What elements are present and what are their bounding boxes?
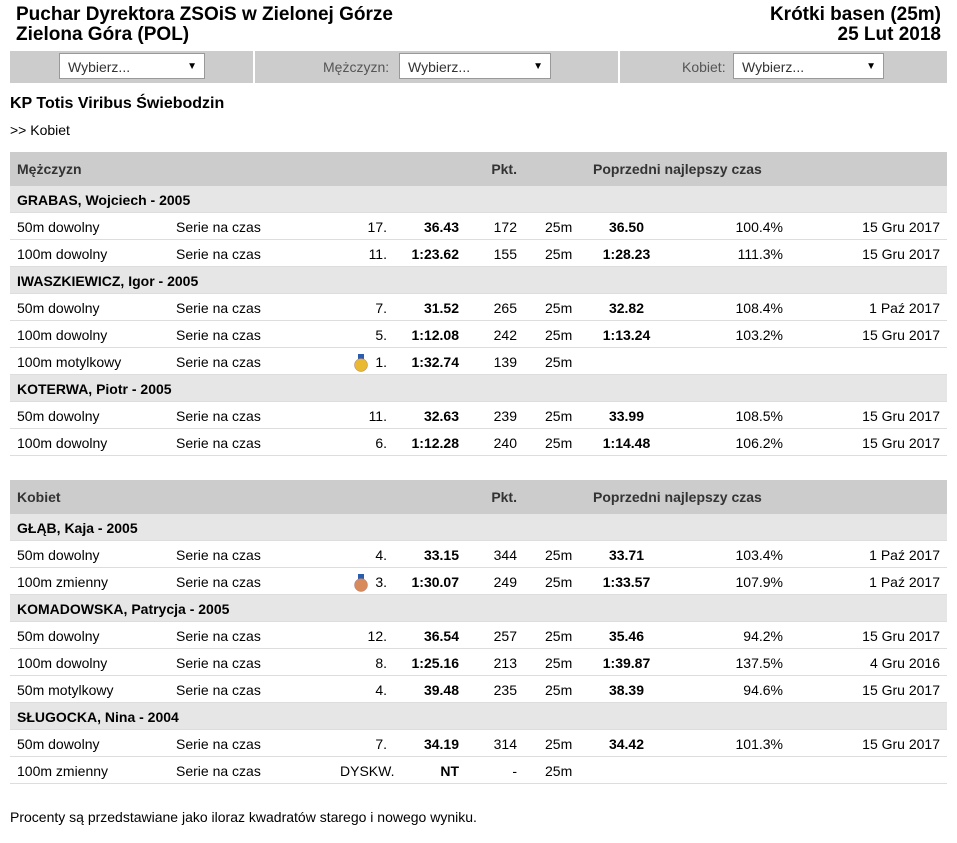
course: 25m: [545, 655, 573, 671]
result-time: 1:23.62: [411, 246, 459, 262]
points: 172: [493, 219, 517, 235]
prev-best-header: Poprzedni najlepszy czas: [593, 161, 762, 177]
previous-best-date: 15 Gru 2017: [862, 628, 940, 644]
course: 25m: [545, 682, 573, 698]
filter-segment-women: [620, 51, 947, 83]
swimmer-name[interactable]: GRABAS, Wojciech - 2005: [17, 192, 191, 208]
round-name: Serie na czas: [176, 300, 261, 316]
previous-best-time: 38.39: [608, 682, 645, 698]
swimmer-row[interactable]: [10, 267, 947, 294]
percentage: 94.6%: [743, 682, 783, 698]
percentage: 100.4%: [735, 219, 783, 235]
round-name: Serie na czas: [176, 408, 261, 424]
place: 7.: [375, 300, 387, 316]
swimmer-row[interactable]: [10, 703, 947, 730]
previous-best-date: 15 Gru 2017: [862, 327, 940, 343]
course-type: Krótki basen (25m): [769, 4, 941, 25]
previous-best-date: 15 Gru 2017: [862, 682, 940, 698]
course: 25m: [545, 574, 573, 590]
previous-best-time: 32.82: [608, 300, 645, 316]
result-row: [10, 622, 947, 649]
round-name: Serie na czas: [176, 547, 261, 563]
percentage: 106.2%: [735, 435, 783, 451]
round-name: Serie na czas: [176, 354, 261, 370]
previous-best-time: 34.42: [608, 736, 645, 752]
percentage: 111.3%: [737, 246, 783, 262]
result-time: 33.15: [423, 547, 459, 563]
points: 240: [493, 435, 517, 451]
swimmer-row[interactable]: [10, 375, 947, 402]
previous-best-date: 15 Gru 2017: [862, 408, 940, 424]
men-select-value: Wybierz...: [408, 59, 471, 75]
course: 25m: [545, 219, 573, 235]
round-name: Serie na czas: [176, 655, 261, 671]
result-row: [10, 730, 947, 757]
section-header-row: [10, 480, 947, 514]
course: 25m: [545, 354, 573, 370]
points: 242: [493, 327, 517, 343]
points: 249: [493, 574, 517, 590]
place: 4.: [375, 682, 387, 698]
place: 3.: [375, 574, 387, 590]
result-row: [10, 294, 947, 321]
place: 1.: [375, 354, 387, 370]
points: 265: [493, 300, 517, 316]
result-time: 34.19: [423, 736, 459, 752]
result-row: [10, 213, 947, 240]
event-select[interactable]: [59, 53, 205, 79]
meet-location: Zielona Góra (POL): [16, 24, 190, 45]
event-name[interactable]: 100m dowolny: [17, 327, 108, 343]
course: 25m: [545, 435, 573, 451]
result-row: [10, 676, 947, 703]
section-title: Kobiet: [17, 489, 61, 505]
place: 8.: [375, 655, 387, 671]
points-header: Pkt.: [491, 489, 517, 505]
event-name[interactable]: 100m dowolny: [17, 655, 108, 671]
event-name[interactable]: 100m motylkowy: [17, 354, 122, 370]
percentage: 108.4%: [735, 300, 783, 316]
meet-date: 25 Lut 2018: [837, 24, 941, 45]
result-row: [10, 541, 947, 568]
percentage: 103.2%: [735, 327, 783, 343]
percentage: 108.5%: [735, 408, 783, 424]
result-row: [10, 649, 947, 676]
event-name[interactable]: 100m zmienny: [17, 763, 109, 779]
swimmer-name[interactable]: IWASZKIEWICZ, Igor - 2005: [17, 273, 199, 289]
swimmer-name[interactable]: SŁUGOCKA, Nina - 2004: [17, 709, 179, 725]
swimmer-name[interactable]: KOMADOWSKA, Patrycja - 2005: [17, 601, 230, 617]
points: 213: [493, 655, 517, 671]
place: 7.: [375, 736, 387, 752]
result-time: 1:32.74: [411, 354, 459, 370]
previous-best-date: 4 Gru 2016: [869, 655, 940, 671]
place: DYSKW.: [340, 763, 395, 779]
previous-best-date: 15 Gru 2017: [862, 736, 940, 752]
result-row: [10, 348, 947, 375]
previous-best-time: 1:14.48: [602, 435, 651, 451]
points: 239: [493, 408, 517, 424]
previous-best-time: 1:39.87: [602, 655, 651, 671]
result-time: 39.48: [423, 682, 459, 698]
previous-best-time: 36.50: [608, 219, 645, 235]
breadcrumb-link[interactable]: >> Kobiet: [10, 122, 70, 138]
round-name: Serie na czas: [176, 246, 261, 262]
women-select-value: Wybierz...: [742, 59, 805, 75]
round-name: Serie na czas: [176, 327, 261, 343]
dropdown-arrow-icon: ▼: [187, 61, 197, 72]
course: 25m: [545, 408, 573, 424]
event-name[interactable]: 100m dowolny: [17, 435, 108, 451]
result-row: [10, 321, 947, 348]
points: 155: [493, 246, 517, 262]
result-time: NT: [440, 763, 459, 779]
previous-best-date: 1 Paź 2017: [869, 574, 940, 590]
section-title: Mężczyzn: [17, 161, 82, 177]
previous-best-date: 15 Gru 2017: [862, 435, 940, 451]
meet-header: [0, 0, 957, 48]
filter-bar: [10, 51, 947, 83]
previous-best-time: 33.99: [608, 408, 645, 424]
club-name: KP Totis Viribus Świebodzin: [10, 95, 225, 112]
women-results-table: [10, 480, 947, 784]
percentage: 137.5%: [735, 655, 783, 671]
previous-best-time: 35.46: [608, 628, 645, 644]
filter-segment-events: [10, 51, 253, 83]
course: 25m: [545, 300, 573, 316]
percentage: 101.3%: [735, 736, 783, 752]
event-select-value: Wybierz...: [68, 59, 131, 75]
percentage: 94.2%: [743, 628, 783, 644]
place: 17.: [367, 219, 387, 235]
course: 25m: [545, 246, 573, 262]
course: 25m: [545, 763, 573, 779]
round-name: Serie na czas: [176, 435, 261, 451]
result-time: 1:12.28: [411, 435, 459, 451]
points: -: [512, 763, 517, 779]
previous-best-date: 15 Gru 2017: [862, 219, 940, 235]
swimmer-name[interactable]: GŁĄB, Kaja - 2005: [17, 520, 138, 536]
footnote: Procenty są przedstawiane jako iloraz kwadratów starego i nowego wyniku.: [10, 809, 477, 825]
result-time: 36.43: [423, 219, 459, 235]
result-time: 36.54: [423, 628, 459, 644]
result-row: [10, 402, 947, 429]
swimmer-row[interactable]: [10, 186, 947, 213]
men-results-table: [10, 152, 947, 456]
points-header: Pkt.: [491, 161, 517, 177]
previous-best-date: 1 Paź 2017: [869, 547, 940, 563]
section-header-row: [10, 152, 947, 186]
round-name: Serie na czas: [176, 219, 261, 235]
round-name: Serie na czas: [176, 574, 261, 590]
place: 12.: [367, 628, 387, 644]
swimmer-row[interactable]: [10, 595, 947, 622]
result-time: 1:12.08: [411, 327, 459, 343]
result-row: [10, 757, 947, 784]
round-name: Serie na czas: [176, 628, 261, 644]
previous-best-date: 15 Gru 2017: [862, 246, 940, 262]
previous-best-date: 1 Paź 2017: [869, 300, 940, 316]
result-time: 1:30.07: [411, 574, 459, 590]
result-row: [10, 568, 947, 595]
result-row: [10, 240, 947, 267]
event-name[interactable]: 100m dowolny: [17, 246, 108, 262]
place: 11.: [368, 408, 387, 424]
course: 25m: [545, 327, 573, 343]
women-filter-label: Kobiet:: [682, 59, 726, 75]
round-name: Serie na czas: [176, 682, 261, 698]
points: 257: [493, 628, 517, 644]
event-name[interactable]: 50m dowolny: [17, 547, 100, 563]
event-name[interactable]: 50m motylkowy: [17, 682, 114, 698]
previous-best-time: 1:33.57: [602, 574, 651, 590]
result-time: 32.63: [423, 408, 459, 424]
percentage: 107.9%: [735, 574, 783, 590]
place: 4.: [375, 547, 387, 563]
event-name[interactable]: 50m dowolny: [17, 408, 100, 424]
place: 5.: [375, 327, 387, 343]
round-name: Serie na czas: [176, 763, 261, 779]
course: 25m: [545, 736, 573, 752]
dropdown-arrow-icon: ▼: [866, 61, 876, 72]
swimmer-row[interactable]: [10, 514, 947, 541]
meet-title: Puchar Dyrektora ZSOiS w Zielonej Górze: [16, 4, 393, 25]
previous-best-time: 33.71: [608, 547, 645, 563]
men-select[interactable]: [399, 53, 551, 79]
round-name: Serie na czas: [176, 736, 261, 752]
event-name[interactable]: 100m zmienny: [17, 574, 109, 590]
points: 235: [493, 682, 517, 698]
place: 6.: [375, 435, 387, 451]
filter-segment-men: [255, 51, 618, 83]
percentage: 103.4%: [735, 547, 783, 563]
men-filter-label: Mężczyzn:: [323, 59, 390, 75]
prev-best-header: Poprzedni najlepszy czas: [593, 489, 762, 505]
event-name[interactable]: 50m dowolny: [17, 628, 100, 644]
previous-best-time: 1:28.23: [602, 246, 651, 262]
result-time: 1:25.16: [411, 655, 459, 671]
course: 25m: [545, 628, 573, 644]
dropdown-arrow-icon: ▼: [533, 61, 543, 72]
course: 25m: [545, 547, 573, 563]
place: 11.: [368, 246, 387, 262]
points: 314: [493, 736, 517, 752]
previous-best-time: 1:13.24: [602, 327, 651, 343]
swimmer-name[interactable]: KOTERWA, Piotr - 2005: [17, 381, 172, 397]
women-select[interactable]: [733, 53, 884, 79]
event-name[interactable]: 50m dowolny: [17, 219, 100, 235]
event-name[interactable]: 50m dowolny: [17, 736, 100, 752]
points: 139: [493, 354, 517, 370]
event-name[interactable]: 50m dowolny: [17, 300, 100, 316]
points: 344: [493, 547, 517, 563]
result-row: [10, 429, 947, 456]
result-time: 31.52: [423, 300, 459, 316]
